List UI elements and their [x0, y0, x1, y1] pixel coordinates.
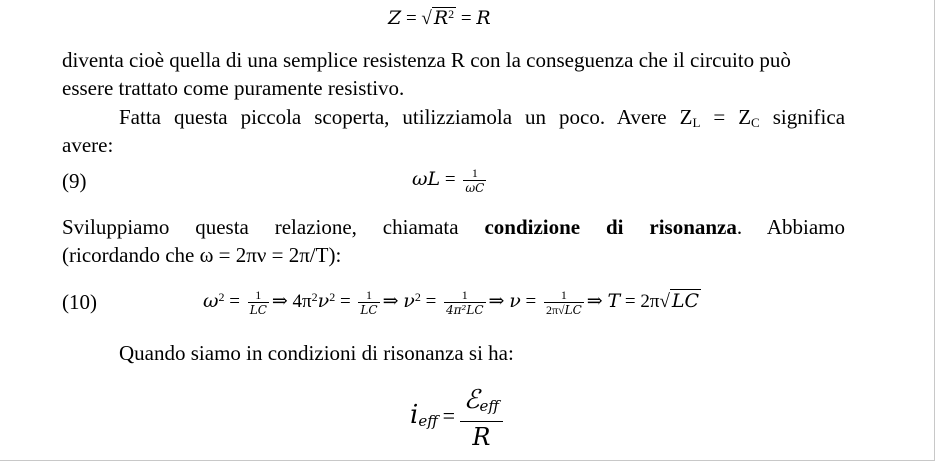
sqrt-radicand [432, 7, 456, 29]
eq-i: i [410, 400, 419, 430]
eq-r-result: R [476, 7, 491, 29]
paragraph-line: Quando siamo in condizioni di risonanza si ha: [119, 341, 514, 365]
denominator: LC [360, 303, 378, 318]
paragraph-line: essere trattato come puramente resistivo. [62, 76, 405, 100]
numerator [460, 385, 503, 422]
eq-nu: ν [403, 290, 415, 312]
paragraph-line [62, 213, 845, 241]
eq-equals: = [444, 169, 456, 190]
emf-symbol: ℰ [463, 385, 480, 416]
sqrt-symbol: √ [421, 8, 432, 29]
equation-chain [203, 284, 701, 319]
eq-exponent: 2 [311, 290, 318, 304]
sqrt-radicand: LC [671, 290, 700, 312]
eq-equals: = [405, 8, 417, 29]
denominator: R [472, 423, 491, 452]
bold-term: condizione di risonanza [484, 215, 737, 239]
equation-current [410, 385, 503, 452]
paragraph-line: (ricordando che ω = 2πν = 2π/T): [62, 243, 342, 267]
numerator: 1 [463, 166, 486, 181]
text-run: Sviluppiamo questa relazione, chiamata [62, 215, 485, 239]
eq-exponent: 2 [218, 290, 225, 304]
text-run: = Z [700, 105, 752, 129]
equation-impedance [388, 6, 491, 31]
eq-exponent: 2 [329, 290, 336, 304]
equation-number: (10) [62, 290, 97, 314]
equation-number: (9) [62, 169, 87, 193]
text-run: Fatta questa piccola scoperta, utilizziamola un poco. Avere Z [119, 105, 693, 129]
paragraph-line: avere: [62, 133, 114, 157]
denominator: 4π²LC [446, 303, 484, 318]
eq-omega: ω [203, 290, 219, 312]
numerator: 1 [358, 288, 379, 303]
eq-nu: ν [317, 290, 330, 312]
text-run: . Abbiamo [736, 215, 846, 239]
denominator: ωC [465, 181, 485, 196]
numerator: 1 [544, 288, 584, 303]
fraction [460, 385, 503, 452]
eq-t: T [607, 290, 621, 312]
text-run: significa [759, 105, 846, 129]
den-term: 2π [545, 303, 559, 318]
equation-resonance [412, 163, 489, 196]
eq-z: Z [388, 7, 402, 29]
denominator [544, 303, 584, 317]
eq-equals: = [425, 291, 437, 312]
denominator: LC [249, 303, 267, 318]
fraction [463, 166, 486, 195]
subscript-eff: eff [418, 412, 438, 430]
eq-equals: = [229, 291, 240, 312]
paragraph-line: diventa cioè quella di una semplice resistenza R con la conseguenza che il circuito può [62, 48, 791, 72]
implies-arrow: ⇒ [586, 291, 603, 312]
numerator: 1 [444, 288, 485, 303]
subscript-c: C [751, 115, 760, 130]
subscript-l: L [692, 115, 701, 130]
sqrt-symbol: √ [659, 291, 670, 312]
eq-term: 2π [640, 291, 660, 312]
sqrt-symbol: √ [558, 303, 565, 318]
eq-equals: = [525, 291, 537, 312]
subscript-eff: eff [479, 397, 500, 416]
implies-arrow: ⇒ [488, 291, 505, 312]
eq-l: L [427, 168, 441, 190]
fraction [358, 288, 379, 317]
eq-equals: = [339, 291, 351, 312]
eq-omega: ω [412, 168, 428, 190]
eq-equals: = [442, 403, 456, 428]
eq-term: 4π [292, 291, 312, 312]
eq-sqrt [421, 6, 456, 31]
numerator: 1 [248, 288, 269, 303]
eq-sqrt [659, 284, 701, 319]
eq-r: R [433, 7, 449, 29]
fraction [544, 288, 584, 317]
sqrt-radicand: LC [564, 303, 582, 318]
eq-equals: = [460, 8, 472, 29]
implies-arrow: ⇒ [271, 291, 288, 312]
fraction [248, 288, 269, 317]
eq-equals: = [624, 291, 636, 312]
eq-exponent: 2 [414, 290, 421, 304]
eq-nu: ν [509, 290, 521, 312]
implies-arrow: ⇒ [382, 291, 399, 312]
eq-exponent: 2 [448, 7, 455, 21]
fraction [444, 288, 485, 317]
